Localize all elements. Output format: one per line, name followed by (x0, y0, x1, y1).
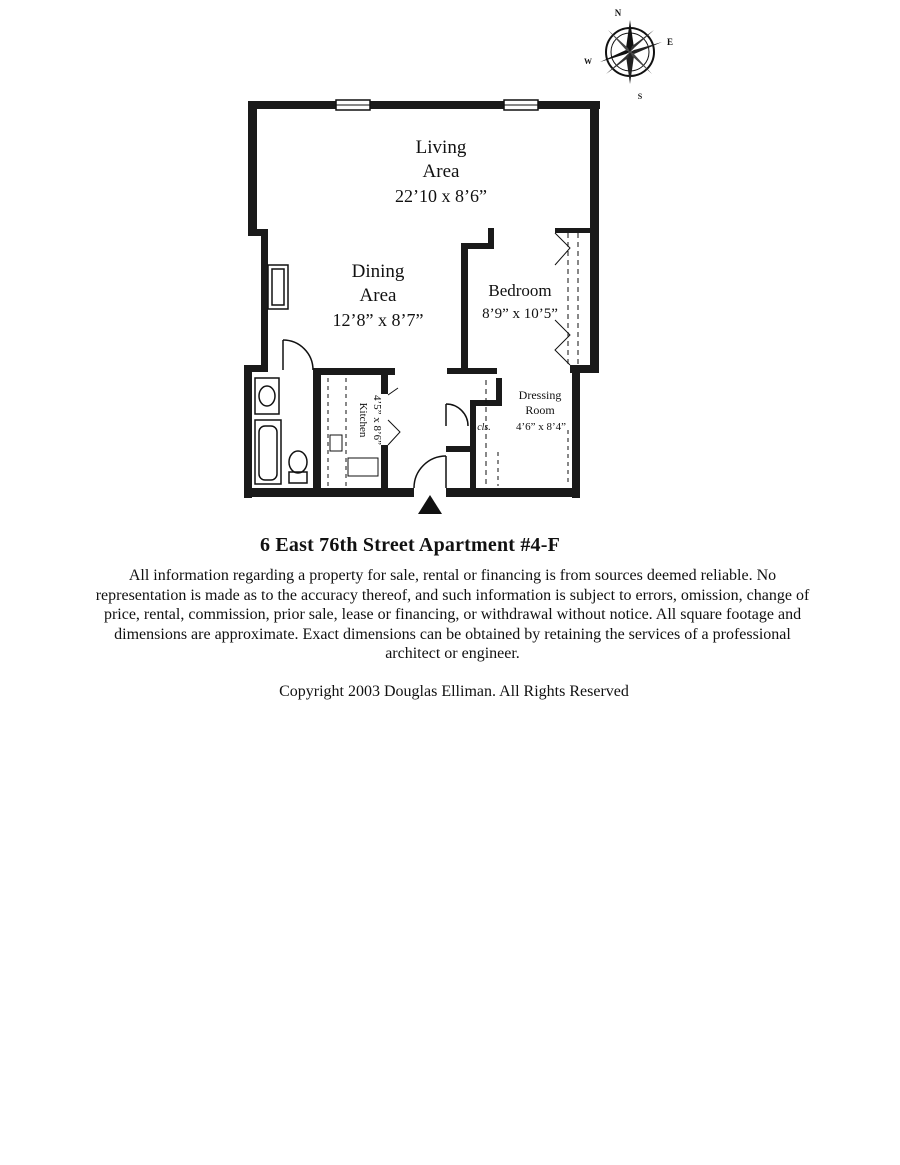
entry-arrow-icon (418, 495, 442, 514)
dining-area-label-2: Area (359, 285, 397, 306)
radiator (268, 265, 288, 309)
living-area-dimensions: 22’10 x 8’6” (395, 186, 487, 206)
bedroom-closet (555, 233, 578, 368)
compass-east-label: E (666, 37, 674, 47)
compass-south-label: S (637, 92, 643, 101)
bedroom-dimensions: 8’9” x 10’5” (482, 306, 558, 322)
compass-north-label: N (614, 8, 622, 18)
dining-area-label: Dining (351, 261, 405, 282)
dressing-room-label-2: Room (525, 403, 555, 417)
closet-label: cls. (477, 422, 491, 433)
copyright-text: Copyright 2003 Douglas Elliman. All Rights Reserved (279, 683, 629, 700)
living-area-label-2: Area (422, 161, 460, 182)
compass-rose-icon (584, 8, 673, 101)
dining-area-dimensions: 12’8” x 8’7” (332, 310, 424, 330)
dressing-room-dimensions: 4’6” x 8’4” (515, 421, 567, 433)
living-area-label: Living (415, 137, 467, 158)
compass-west-label: W (584, 57, 592, 66)
kitchen-label: Kitchen (357, 402, 369, 438)
bedroom-label: Bedroom (488, 281, 552, 300)
disclaimer-text: All information regarding a property for sale, rental or financing is from sources deemed reliable. No representation is made as to the accuracy thereof, and such information is subject to errors, omission, change of price, rental, commission, prior sale, lease or financing, or withdrawal without notice. All square footage and dimensions are approximate. Exact dimensions can be obtained by retaining the services of a professional architect or engineer. (95, 567, 810, 662)
kitchen-dimensions: 4’5” x 8’6” (371, 394, 383, 446)
floor-plan (0, 0, 900, 530)
listing-title: 6 East 76th Street Apartment #4-F (259, 534, 561, 556)
dressing-room-label: Dressing (518, 388, 562, 402)
